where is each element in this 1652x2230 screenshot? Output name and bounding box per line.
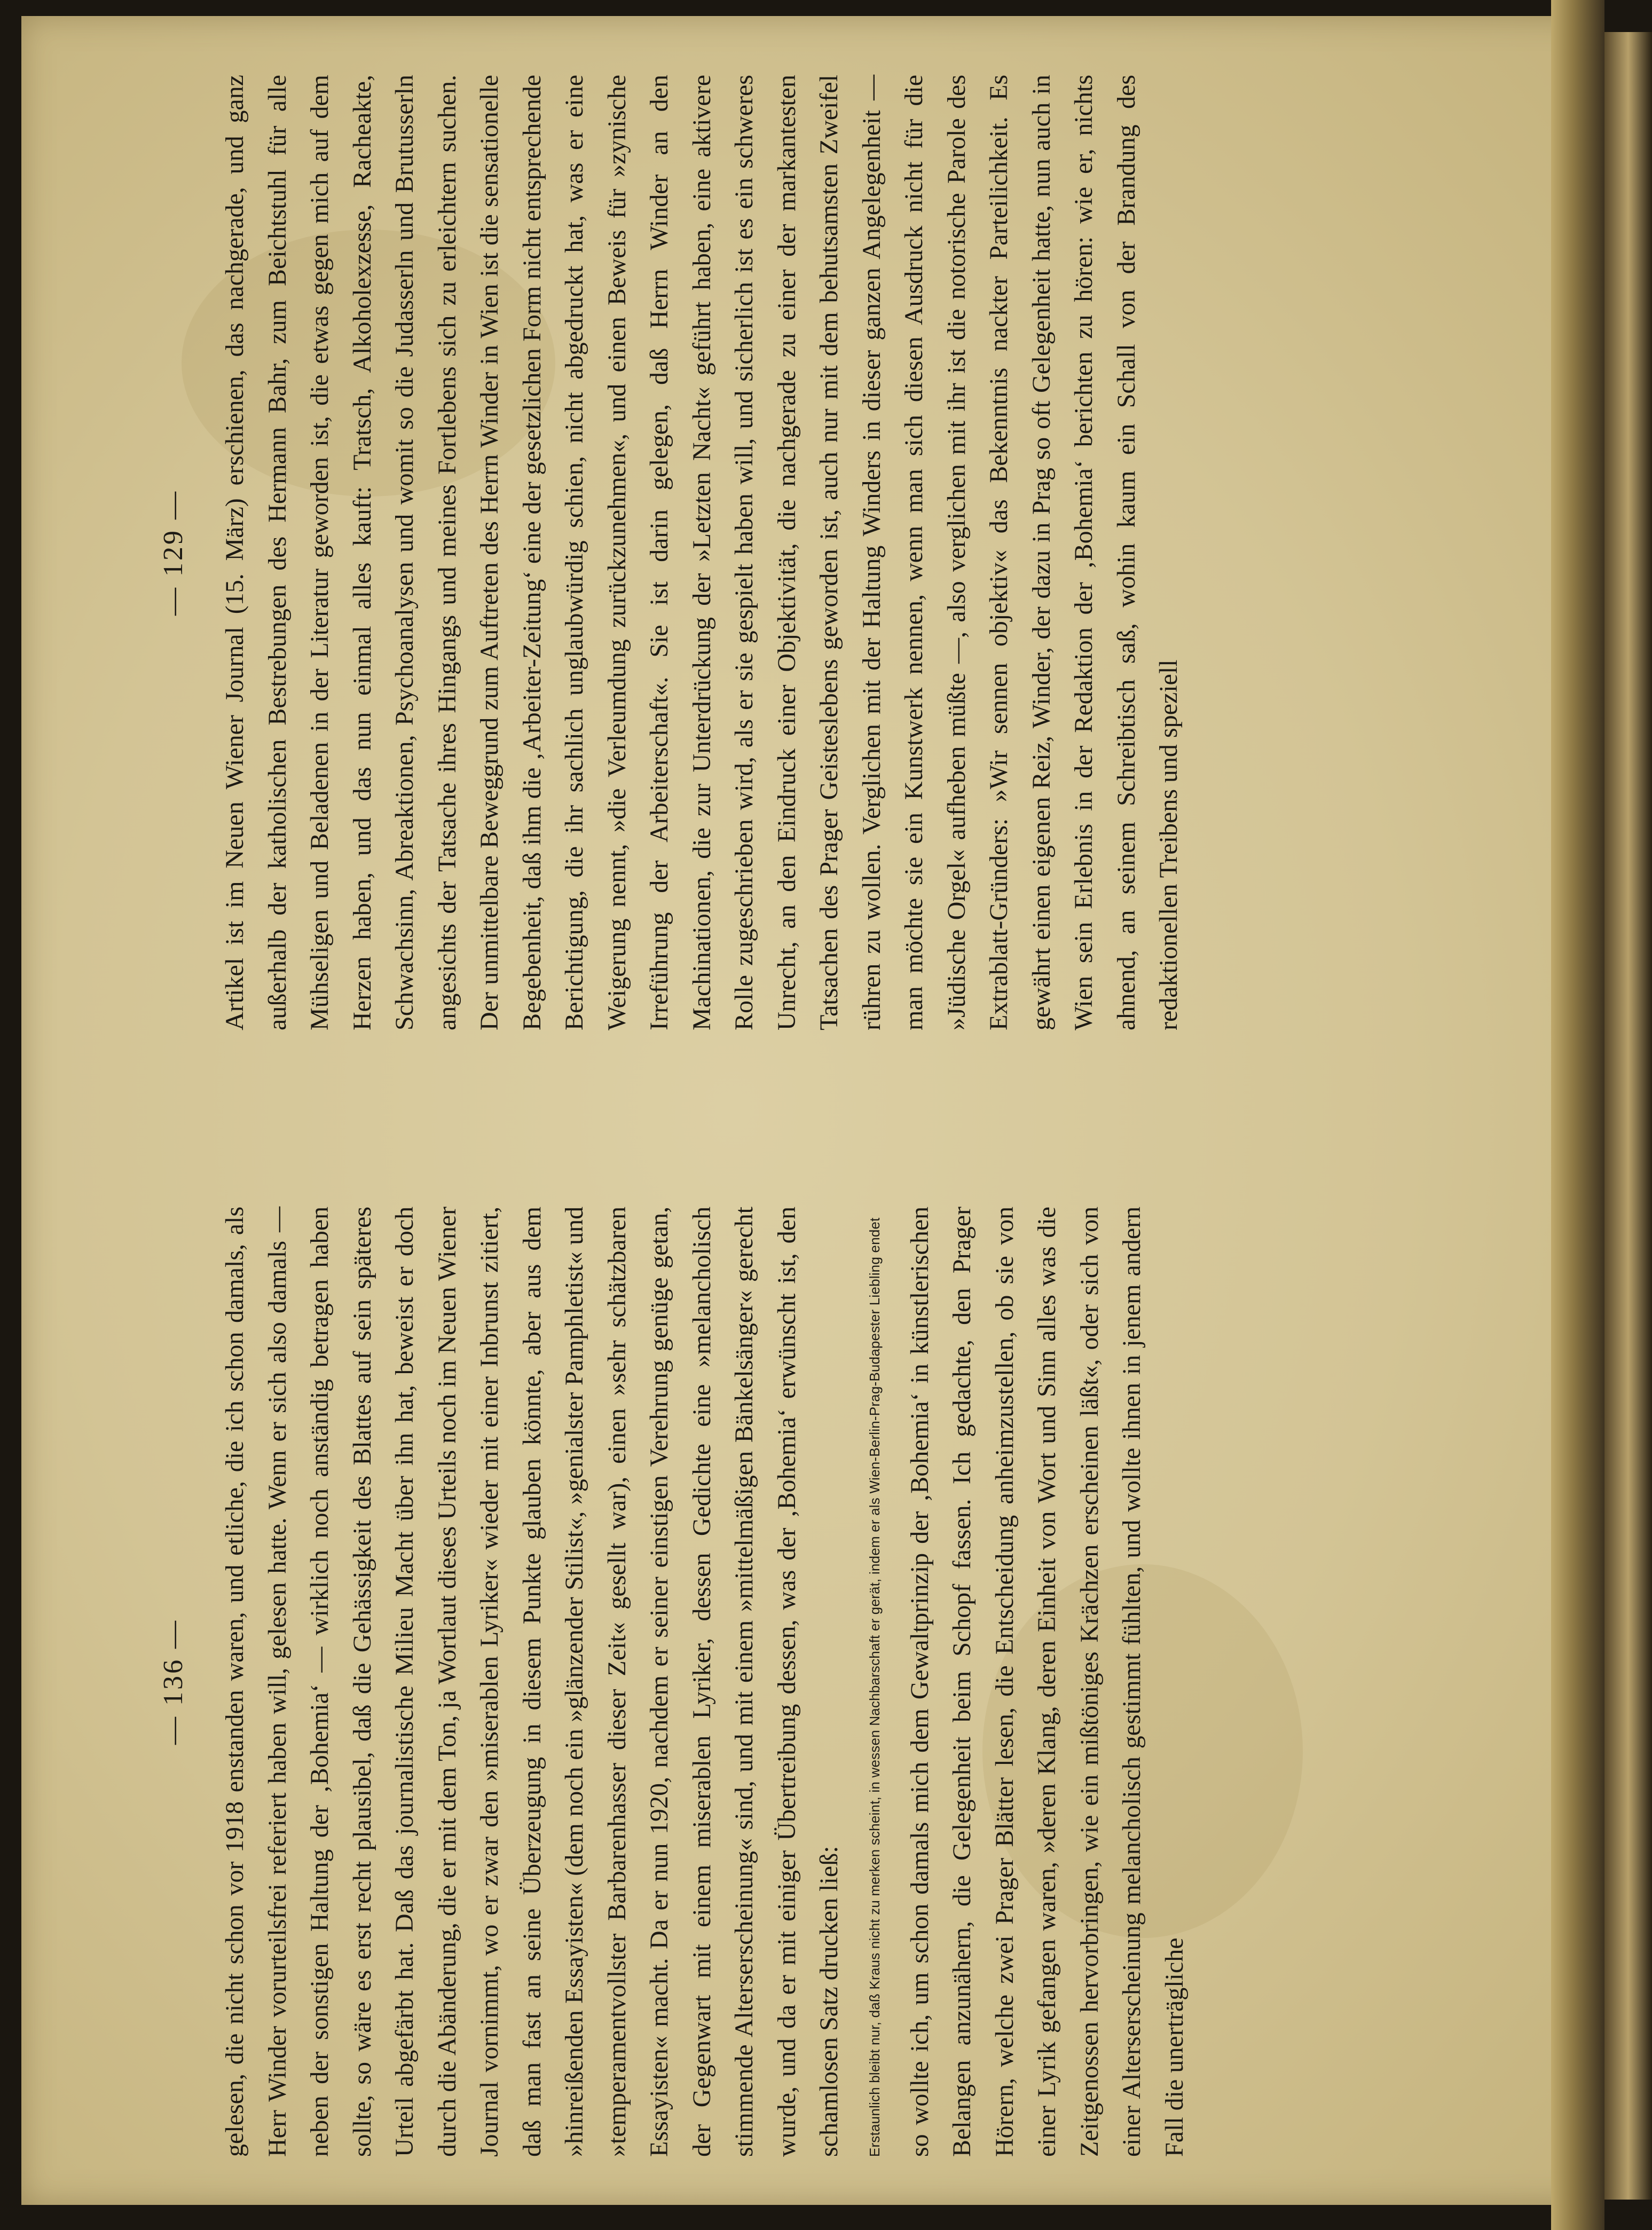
left-page-paragraph: gelesen, die nicht schon vor 1918 enstanden waren, und etliche, die ich schon damals, als Herr Winder vorurteilsfrei referiert haben will, gelesen hatte. Wenn er sich also damals — neben der sonstigen Haltung der ‚Bohemia‘ — wirklich noch anständig betragen haben sollte, so wäre es erst recht plausibel, daß die Gehässigkeit des Blattes auf sein späteres Urteil abgefärbt hat. Daß das journalistische Milieu Macht über ihn hat, beweist er doch durch die Abänderung, die er mit dem Ton, ja Wortlaut dieses Urteils noch im Neuen Wiener Journal vornimmt, wo er zwar den »miserablen Lyriker« wieder mit einer Inbrunst zitiert, daß man fast an seine Überzeugung in diesem Punkte glauben könnte, aber aus dem »hinreißenden Essayisten« (dem noch ein »glänzender Stilist«, »genialster Pamphletist« und »temperamentvollster Barbarenhasser dieser Zeit« gesellt war), einen »sehr schätzbaren Essayisten« macht. Da er nun 1920, nachdem er seiner einstigen Verehrung genüge getan, der Gegenwart mit einem miserablen Lyriker, dessen Gedichte eine »melancholisch stimmende Alterserscheinung« sind, und mit einem »mittelmäßigen Bänkelsänger« gerecht wurde, und da er mit einiger Übertreibung dessen, was der ‚Bohemia‘ erwünscht ist, den schamlosen Satz drucken ließ: <box>221 1207 843 2157</box>
rotated-spread <box>133 53 1522 2189</box>
right-page-number: — 129 — <box>158 490 188 616</box>
cover-edge <box>1604 32 1652 2200</box>
left-page-paragraph: so wollte ich, um schon damals mich dem Gewaltprinzip der ‚Bohemia‘ in künstlerischen Belangen anzunähern, die Gelegenheit beim Schopf fassen. Ich gedachte, den Prager Hörern, welche zwei Prager Blätter lesen, die Entscheidung anheimzustellen, ob sie von einer Lyrik gefangen waren, »deren Klang, deren Einheit von Wort und Sinn alles was die Zeitgenossen hervorbringen, wie ein mißtöniges Krächzen erscheinen läßt«, oder sich von einer Alterserscheinung melancholisch gestimmt fühlten, und wollte ihnen in jenem andern Fall die unerträgliche <box>905 1207 1189 2157</box>
left-page-number: — 136 — <box>158 1619 188 1745</box>
book-spine <box>1551 0 1604 2230</box>
left-page-footnote: Erstaunlich bleibt nur, daß Kraus nicht zu merken scheint, in wessen Nachbarschaft er gerät, indem er als Wien-Berlin-Prag-Budapester Liebling endet <box>866 1217 883 2157</box>
left-page <box>133 1207 1522 2157</box>
right-page <box>133 75 1522 1030</box>
right-page-paragraph: Artikel ist im Neuen Wiener Journal (15. März) erschienen, das nachgerade, und ganz außerhalb der katholischen Bestrebungen des Hermann Bahr, zum Beichtstuhl für alle Mühseligen und Beladenen in der Literatur geworden ist, die etwas gegen mich auf dem Herzen haben, und das nun einmal alles kauft: Tratsch, Alkoholexzesse, Racheakte, Schwachsinn, Abreaktionen, Psychoanalysen und womit so die Judasserln und Brutusserln angesichts der Tatsache ihres Hingangs und meines Fortlebens sich zu erleichtern suchen. Der unmittelbare Beweggrund zum Auftreten des Herrn Winder in Wien ist die sensationelle Begebenheit, daß ihm die ‚Arbeiter-Zeitung‘ eine der gesetzlichen Form nicht entsprechende Berichtigung, die ihr sachlich unglaubwürdig schien, nicht abgedruckt hat, was er eine Weigerung nennt, »die Verleumdung zurückzunehmen«, und einen Beweis für »zynische Irreführung der Arbeiterschaft«. Sie ist darin gelegen, daß Herrn Winder an den Machinationen, die zur Unterdrückung der »Letzten Nacht« geführt haben, eine aktivere Rolle zugeschrieben wird, als er sie gespielt haben will, und sicherlich ist es ein schweres Unrecht, an den Eindruck einer Objektivität, die nachgerade zu einer der markantesten Tatsachen des Prager Geisteslebens geworden ist, auch nur mit dem behutsamsten Zweifel rühren zu wollen. Verglichen mit der Haltung Winders in dieser ganzen Angelegenheit — man möchte sie ein Kunstwerk nennen, wenn man sich diesen Ausdruck nicht für die »Jüdische Orgel« aufheben müßte —, also verglichen mit ihr ist die notorische Parole des Extrablatt-Gründers: »Wir sennen objektiv« das Bekenntnis nackter Parteilichkeit. Es gewährt einen eigenen Reiz, Winder, der dazu in Prag so oft Gelegenheit hatte, nun auch in Wien sein Erlebnis in der Redaktion der ‚Bohemia‘ berichten zu hören: wie er, nichts ahnend, an seinem Schreibtisch saß, wohin kaum ein Schall von der Brandung des redaktionellen Treibens und speziell <box>221 75 1183 1030</box>
